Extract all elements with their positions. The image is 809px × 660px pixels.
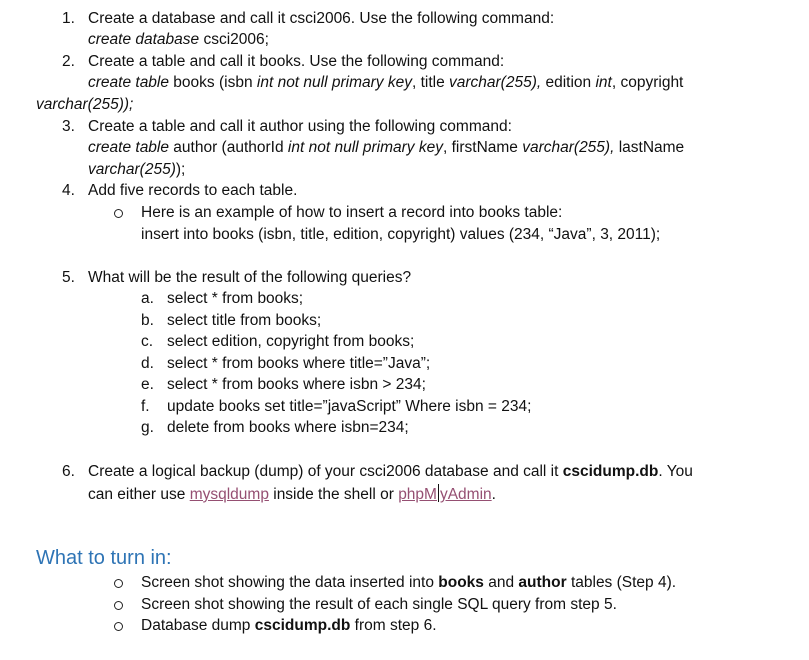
query-letter: g. bbox=[141, 419, 154, 436]
author-bold: author bbox=[518, 574, 567, 591]
t4: inside the shell or bbox=[268, 486, 399, 503]
step-3-text: Create a table and call it author using the following command: bbox=[88, 118, 512, 135]
step-1-number: 1. bbox=[62, 10, 75, 27]
hollow-bullet-icon bbox=[114, 601, 123, 610]
kw-int: int bbox=[595, 74, 612, 91]
t3: can either use bbox=[88, 486, 190, 503]
step-6-number: 6. bbox=[62, 463, 75, 480]
kw-varchar-end: varchar(255) bbox=[88, 161, 176, 178]
t3: tables (Step 4). bbox=[566, 574, 677, 591]
t1: Create a logical backup (dump) of your csci2006 database and call it bbox=[88, 463, 563, 480]
query-text: select * from books where title=”Java”; bbox=[167, 355, 431, 372]
step-5-text: What will be the result of the following queries? bbox=[88, 269, 412, 286]
step-2-command-line-1 bbox=[88, 73, 683, 93]
t1: Screen shot showing the data inserted into bbox=[141, 574, 439, 591]
hollow-bullet-icon bbox=[114, 209, 123, 218]
query-letter: a. bbox=[141, 290, 154, 307]
phpmyadmin-link-part-1[interactable]: phpM bbox=[398, 486, 437, 503]
query-text: select * from books; bbox=[167, 290, 304, 307]
turn-in-item-1 bbox=[141, 573, 676, 593]
t-end: ); bbox=[175, 161, 186, 178]
hollow-bullet-icon bbox=[114, 622, 123, 631]
step-2-number: 2. bbox=[62, 53, 75, 70]
t1: books (isbn bbox=[169, 74, 257, 91]
step-2-text: Create a table and call it books. Use the following command: bbox=[88, 53, 505, 70]
mysqldump-link[interactable]: mysqldump bbox=[189, 486, 269, 503]
t2: , title bbox=[411, 74, 449, 91]
books-bold: books bbox=[438, 574, 484, 591]
step-4-number: 4. bbox=[62, 182, 75, 199]
hollow-bullet-icon bbox=[114, 579, 123, 588]
query-text: select * from books where isbn > 234; bbox=[167, 376, 426, 393]
query-letter: c. bbox=[141, 333, 154, 350]
t2: , firstName bbox=[442, 139, 523, 156]
turn-in-heading: What to turn in: bbox=[36, 547, 172, 569]
step-1-command bbox=[88, 30, 269, 50]
t4: , copyright bbox=[611, 74, 684, 91]
query-text: delete from books where isbn=234; bbox=[167, 419, 409, 436]
query-letter: b. bbox=[141, 312, 154, 329]
phpmyadmin-link-part-2[interactable]: yAdmin bbox=[439, 486, 492, 503]
step-6-line-2 bbox=[88, 484, 496, 505]
phpmyadmin-link[interactable] bbox=[398, 486, 491, 503]
t1: author (authorId bbox=[169, 139, 288, 156]
dump-filename: cscidump.db bbox=[562, 463, 659, 480]
step-4-text: Add five records to each table. bbox=[88, 182, 298, 199]
t2: from step 6. bbox=[350, 617, 437, 634]
step-3-command-line-1 bbox=[88, 138, 684, 158]
t5: . bbox=[491, 486, 496, 503]
step-4-example: insert into books (isbn, title, edition, copyright) values (234, “Java”, 3, 2011); bbox=[141, 226, 661, 243]
turn-in-item-2: Screen shot showing the result of each single SQL query from step 5. bbox=[141, 596, 617, 613]
t3: lastName bbox=[614, 139, 685, 156]
t3: edition bbox=[541, 74, 596, 91]
query-letter: f. bbox=[141, 398, 150, 415]
step-5-number: 5. bbox=[62, 269, 75, 286]
query-text: select edition, copyright from books; bbox=[167, 333, 415, 350]
step-6-line-1 bbox=[88, 462, 693, 482]
step-2-command-line-2 bbox=[36, 95, 133, 115]
query-text: update books set title=”javaScript” Where isbn = 234; bbox=[167, 398, 532, 415]
step-1-text: Create a database and call it csci2006. Use the following command: bbox=[88, 10, 555, 27]
query-letter: e. bbox=[141, 376, 154, 393]
t2: and bbox=[483, 574, 519, 591]
kw-create-table: create table bbox=[88, 74, 169, 91]
step-1-command-keyword: create database bbox=[88, 31, 200, 48]
step-1-command-rest: csci2006; bbox=[199, 31, 269, 48]
step-4-subitem: Here is an example of how to insert a record into books table: bbox=[141, 204, 563, 221]
kw-varchar-end: varchar(255)); bbox=[36, 96, 134, 113]
turn-in-item-3 bbox=[141, 616, 437, 636]
t2: . You bbox=[658, 463, 693, 480]
t1: Database dump bbox=[141, 617, 255, 634]
kw-varchar: varchar(255), bbox=[522, 139, 615, 156]
kw-varchar: varchar(255), bbox=[449, 74, 542, 91]
kw-create-table: create table bbox=[88, 139, 169, 156]
dump-filename-bold: cscidump.db bbox=[254, 617, 351, 634]
kw-int-pk: int not null primary key bbox=[256, 74, 412, 91]
kw-int-pk: int not null primary key bbox=[287, 139, 443, 156]
step-3-command-line-2 bbox=[88, 160, 185, 180]
query-letter: d. bbox=[141, 355, 154, 372]
step-3-number: 3. bbox=[62, 118, 75, 135]
query-text: select title from books; bbox=[167, 312, 322, 329]
text-cursor bbox=[438, 484, 439, 502]
